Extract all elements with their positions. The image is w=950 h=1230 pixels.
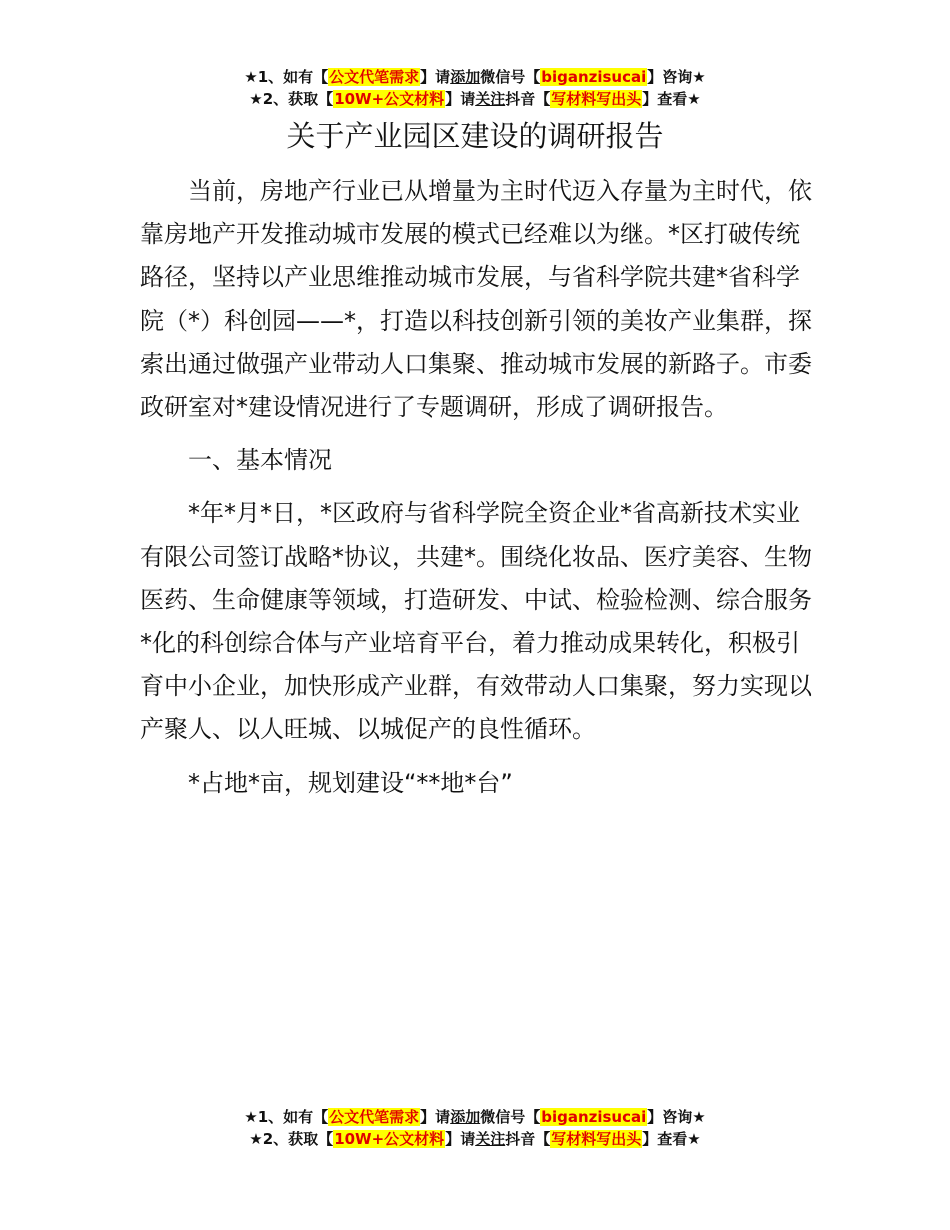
section-heading-basic-situation: 一、基本情况 — [188, 446, 332, 475]
footer-line1-underlined: 添加 — [450, 1108, 481, 1126]
footer-line1-highlight-service: 公文代笔需求 — [329, 1108, 420, 1126]
footer-line2-prefix: ★2、获取【 — [249, 1130, 334, 1148]
header-line2-middle-2: 抖音【 — [505, 90, 551, 108]
footer-line2-suffix: 】查看★ — [642, 1130, 701, 1148]
footer-line2-middle-2: 抖音【 — [505, 1130, 551, 1148]
footer-line1-suffix: 】咨询★ — [647, 1108, 706, 1126]
header-line1-middle: 】请 — [420, 68, 451, 86]
paragraph-land-plan: *占地*亩，规划建设“**地*台” — [188, 768, 513, 797]
paragraph-basic-situation: *年*月*日，*区政府与省科学院全资企业*省高新技术实业有限公司签订战略*协议，共建*。围绕化妆品、医疗美容、生物医药、生命健康等领域，打造研发、中试、检验检测、综合服务*化的科创综合体与产业培育平台，着力推动成果转化，积极引育中小企业，加快形成产业群，有效带动人口集聚，努力实现以产聚人、以人旺城、以城促产的良性循环。 — [140, 499, 812, 744]
header-line2-highlight-materials: 10W+公文材料 — [334, 90, 445, 108]
footer-banner-line-2 — [0, 1128, 950, 1150]
footer-banner — [0, 1106, 950, 1150]
header-line1-middle-2: 微信号【 — [480, 68, 541, 86]
header-line1-suffix: 】咨询★ — [647, 68, 706, 86]
header-banner-line-2 — [0, 88, 950, 110]
document-title: 关于产业园区建设的调研报告 — [286, 119, 664, 153]
footer-line2-highlight-douyin: 写材料写出头 — [551, 1130, 642, 1148]
header-line1-highlight-wechat-id: biganzisucai — [541, 68, 647, 86]
footer-line2-underlined: 关注 — [475, 1130, 506, 1148]
header-line1-highlight-service: 公文代笔需求 — [329, 68, 420, 86]
header-banner — [0, 66, 950, 110]
paragraph-intro: 当前，房地产行业已从增量为主时代迈入存量为主时代，依靠房地产开发推动城市发展的模式已经难以为继。*区打破传统路径，坚持以产业思维推动城市发展，与省科学院共建*省科学院（*）科创园——*，打造以科技创新引领的美妆产业集群，探索出通过做强产业带动人口集聚、推动城市发展的新路子。市委政研室对*建设情况进行了专题调研，形成了调研报告。 — [140, 177, 812, 422]
footer-line1-middle: 】请 — [420, 1108, 451, 1126]
document-body — [140, 170, 815, 815]
header-banner-line-1 — [0, 66, 950, 88]
footer-line2-highlight-materials: 10W+公文材料 — [334, 1130, 445, 1148]
header-line2-underlined: 关注 — [475, 90, 506, 108]
footer-line1-prefix: ★1、如有【 — [244, 1108, 329, 1126]
header-line1-prefix: ★1、如有【 — [244, 68, 329, 86]
footer-line1-highlight-wechat-id: biganzisucai — [541, 1108, 647, 1126]
footer-line1-middle-2: 微信号【 — [480, 1108, 541, 1126]
header-line2-prefix: ★2、获取【 — [249, 90, 334, 108]
header-line2-suffix: 】查看★ — [642, 90, 701, 108]
header-line1-underlined: 添加 — [450, 68, 481, 86]
footer-banner-line-1 — [0, 1106, 950, 1128]
header-line2-middle: 】请 — [445, 90, 476, 108]
header-line2-highlight-douyin: 写材料写出头 — [551, 90, 642, 108]
footer-line2-middle: 】请 — [445, 1130, 476, 1148]
